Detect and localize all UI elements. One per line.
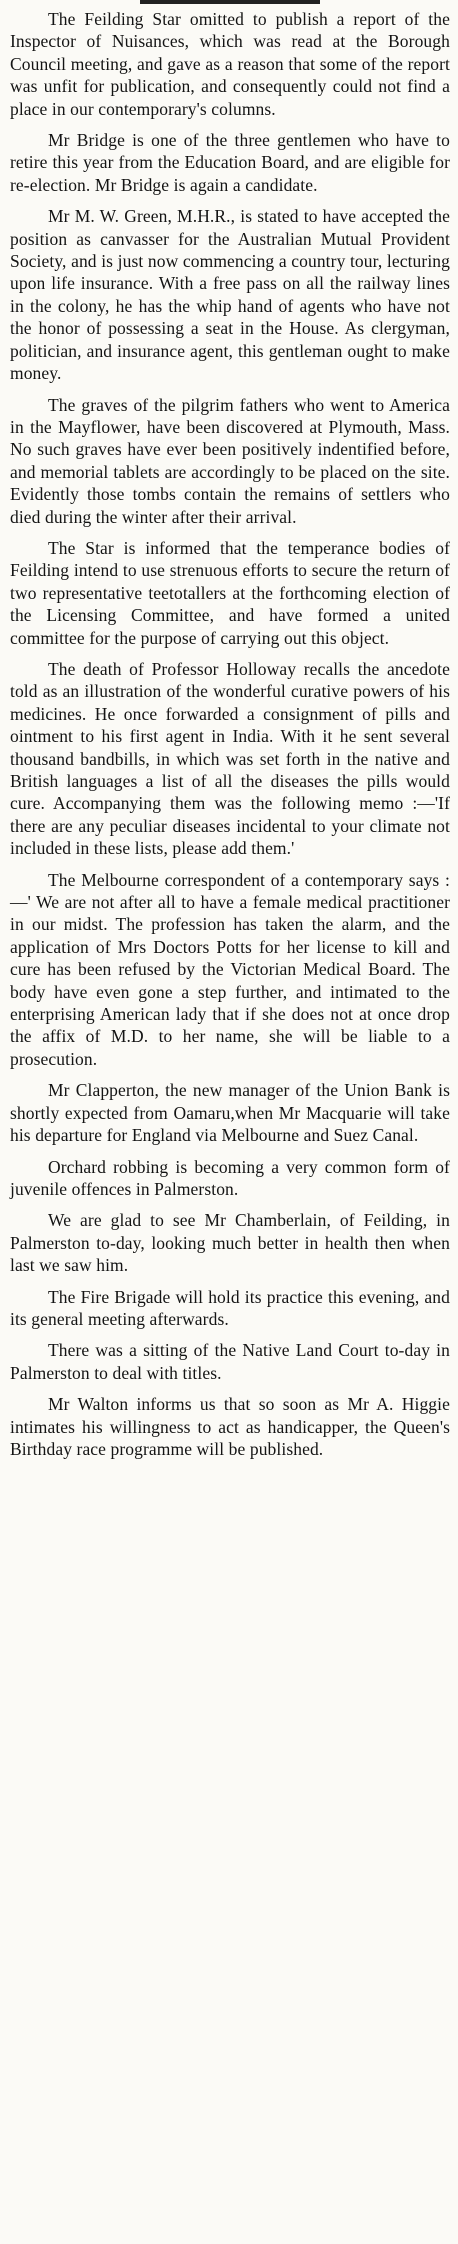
article-education-board: Mr Bridge is one of the three gentlemen who have to retire this year from the Education Board, and are eligible for re-election. Mr Bridge is again a candidate. [10,130,450,195]
article-union-bank: Mr Clapperton, the new manager of the Union Bank is shortly expected from Oamaru,when Mr Macquarie will take his departure for England via Melbourne and Suez Canal. [10,1080,450,1146]
column-top-rule [140,0,320,4]
article-mr-green: Mr M. W. Green, M.H.R., is stated to have accepted the position as canvasser for the Australian Mutual Provident Society, and is just now commencing a country tour, lecturing upon life insurance. With a free pass on all the railway lines in the colony, he has the whip hand of agents who have not the honor of possessing a seat in the House. As clergyman, politician, and insurance agent, this gentleman ought to make money. [10,206,450,384]
article-temperance-bodies: The Star is informed that the temperance bodies of Feilding intend to use strenuous efforts to secure the return of two representative teetotallers at the forthcoming election of the Licensing Committee, and have formed a united committee for the purpose of carrying out this object. [10,537,450,648]
article-professor-holloway: The death of Professor Holloway recalls the ancedote told as an illustration of the wonderful curative powers of his medicines. He once forwarded a consignment of pills and ointment to his first agent in India. With it he sent several thousand bandbills, in which was set forth in the native and British languages a list of all the diseases the pills would cure. Accompanying them was the following memo :—'If there are any peculiar diseases incidental to your climate not included in these lists, please add them.' [10,658,450,859]
article-fire-brigade: The Fire Brigade will hold its practice this evening, and its general meeting afterwards. [10,1286,450,1329]
article-female-practitioner: The Melbourne correspondent of a contemporary says :—' We are not after all to have a female medical practitioner in our midst. The profession has taken the alarm, and the application of Mrs Doctors Potts for her license to kill and cure has been refused by the Victorian Medical Board. The body have even gone a step further, and intimated to the enterprising American lady that if she does not at once drop the affix of M.D. to her name, she will be liable to a prosecution. [10,869,450,1069]
article-inspector-of-nuisances: The Feilding Star omitted to publish a report of the Inspector of Nuisances, which was read at the Borough Council meeting, and gave as a reason that some of the report was unfit for publication, and consequently could not find a place in our contemporary's columns. [10,9,450,119]
news-column [10,8,450,1469]
article-race-programme: Mr Walton informs us that so soon as Mr A. Higgie intimates his willingness to act as handicapper, the Queen's Birthday race programme will be published. [10,1394,450,1459]
article-native-land-court: There was a sitting of the Native Land Court to-day in Palmerston to deal with titles. [10,1340,450,1383]
article-pilgrim-graves: The graves of the pilgrim fathers who went to America in the Mayflower, have been discovered at Plymouth, Mass. No such graves have ever been positively indentified before, and memorial tablets are accordingly to be placed on the site. Evidently those tombs contain the remains of settlers who died during the winter after their arrival. [10,394,450,527]
article-mr-chamberlain: We are glad to see Mr Chamberlain, of Feilding, in Palmerston to-day, looking much better in health then when last we saw him. [10,1210,450,1276]
article-orchard-robbing: Orchard robbing is becoming a very common form of juvenile offences in Palmerston. [10,1156,450,1199]
